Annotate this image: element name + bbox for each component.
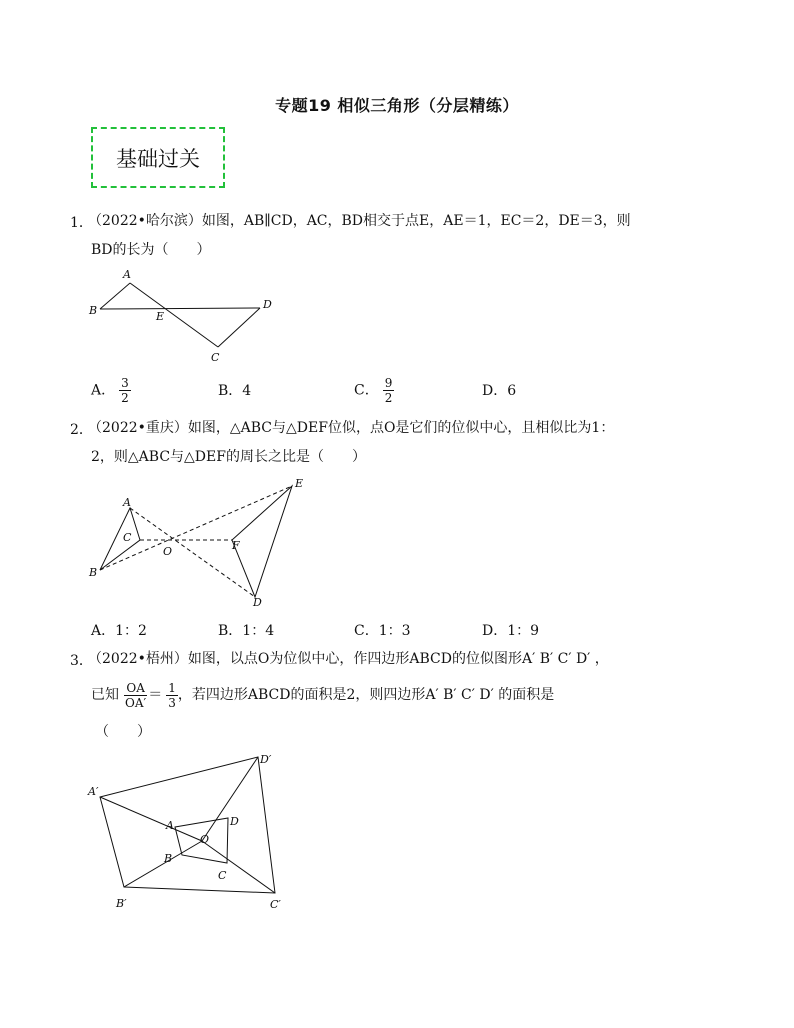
q1-option-a-den: 2: [121, 391, 129, 405]
q1-label-c: C: [211, 351, 220, 364]
q3-label-c-prime: C′: [270, 898, 281, 911]
q3-ratio-fraction-value: [166, 681, 178, 710]
q3-ratio-fraction-oa: [123, 681, 148, 710]
q2-label-f: F: [232, 539, 240, 552]
q3-label-b: B: [164, 852, 173, 865]
q1-segment-ac: [130, 283, 218, 347]
q3-label-b-prime: B′: [116, 897, 127, 910]
q2-label-d: D: [253, 596, 262, 609]
q3-ratio-num: 1: [168, 680, 176, 695]
question-1-line2: BD的长为（ ）: [91, 242, 211, 258]
section-label-box: [91, 127, 225, 188]
q3-line2-suffix: ，若四边形ABCD的面积是2，则四边形A′ B′ C′ D′ 的面积是: [177, 687, 555, 703]
q1-option-b[interactable]: B．4: [218, 383, 252, 399]
q3-line2-prefix: 已知: [91, 687, 119, 703]
q3-label-c: C: [218, 869, 227, 882]
q3-ray-c: [202, 841, 275, 893]
q1-segment-bd: [100, 308, 260, 309]
q1-label-b: B: [89, 304, 98, 317]
question-2-figure: [80, 470, 320, 610]
q1-label-e: E: [156, 310, 165, 323]
q3-frac-den: OA′: [125, 695, 147, 710]
q1-segment-cd: [218, 308, 260, 347]
question-1-number: 1．: [70, 215, 93, 231]
q3-frac-num: OA: [126, 680, 145, 695]
q2-label-o: O: [163, 545, 173, 558]
q1-option-c-den: 2: [384, 391, 393, 405]
question-2-line1: （2022•重庆）如图，△ABC与△DEF位似，点O是它们的位似中心，且相似比为1：: [88, 420, 615, 436]
q2-option-d[interactable]: D．1：9: [482, 623, 540, 639]
q1-option-c-num: 9: [384, 376, 393, 390]
q2-option-a[interactable]: A．1：2: [91, 623, 147, 639]
q2-triangle-abc: [100, 508, 140, 570]
section-label: 基础过关: [116, 146, 200, 171]
q1-option-c-label: C．: [354, 382, 379, 399]
q3-label-d-prime: D′: [260, 753, 272, 766]
question-2-number: 2．: [70, 422, 93, 438]
q3-ray-b: [124, 841, 202, 887]
q3-label-a: A: [166, 819, 174, 832]
q1-option-c[interactable]: [354, 376, 394, 405]
question-3-figure: [80, 745, 310, 915]
question-3-line2: [91, 680, 554, 710]
q1-label-d: D: [263, 298, 272, 311]
q1-option-a[interactable]: [91, 376, 131, 405]
q2-label-a: A: [123, 496, 131, 509]
q2-triangle-def: [232, 486, 292, 597]
q1-option-c-fraction: [383, 376, 395, 405]
q3-ratio-den: 3: [168, 695, 176, 710]
q1-label-a: A: [123, 268, 131, 281]
q3-equals: ＝: [148, 687, 163, 703]
q2-option-b[interactable]: B．1：4: [218, 623, 275, 639]
question-3-line1: （2022•梧州）如图，以点O为位似中心，作四边形ABCD的位似图形A′ B′ C′ D′ ，: [88, 651, 609, 667]
question-1-line1: （2022•哈尔滨）如图，AB∥CD，AC，BD相交于点E，AE＝1，EC＝2，DE＝3，则: [88, 213, 631, 229]
question-1-figure: [80, 265, 280, 370]
q1-option-d[interactable]: D．6: [482, 383, 517, 399]
q3-label-o: O: [200, 833, 210, 846]
q2-option-c[interactable]: C．1：3: [354, 623, 411, 639]
q1-option-a-num: 3: [121, 376, 129, 390]
question-3-line3: （ ）: [95, 724, 151, 740]
q2-label-c: C: [123, 531, 132, 544]
q2-label-b: B: [89, 566, 98, 579]
page-title: 专题19 相似三角形（分层精练）: [275, 96, 519, 115]
q3-label-a-prime: A′: [88, 785, 99, 798]
q1-option-a-fraction: [119, 376, 131, 405]
q2-label-e: E: [295, 477, 304, 490]
q3-ray-d: [202, 757, 258, 841]
q1-option-a-label: A．: [91, 382, 116, 399]
question-2-line2: 2，则△ABC与△DEF的周长之比是（ ）: [91, 449, 366, 465]
q3-ray-a: [100, 797, 202, 841]
q2-dash-ad: [130, 508, 255, 597]
question-3-number: 3．: [70, 653, 93, 669]
q3-label-d: D: [230, 815, 239, 828]
q1-segment-ab: [100, 283, 130, 309]
